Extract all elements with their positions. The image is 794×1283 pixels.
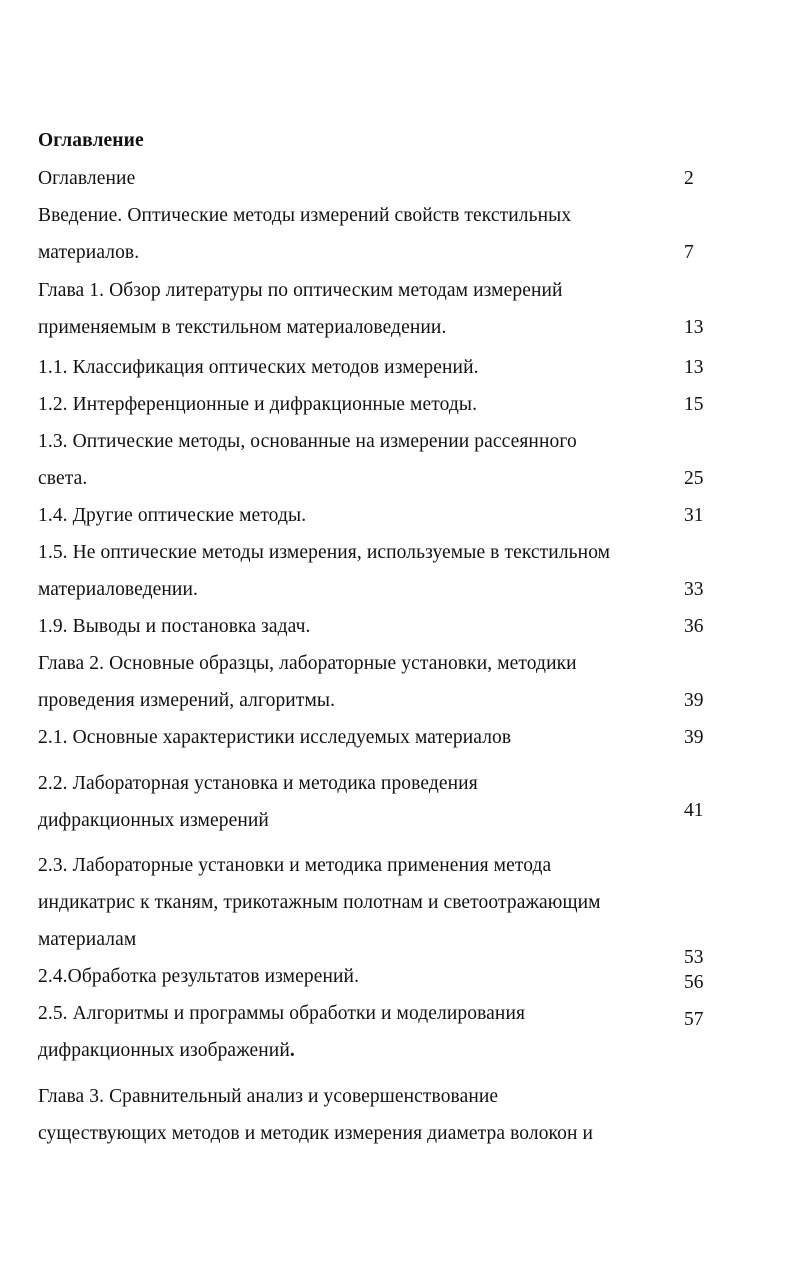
toc-entry-line: Глава 3. Сравнительный анализ и усовершенствование bbox=[38, 1086, 499, 1107]
toc-entry-trailing-period: . bbox=[289, 1040, 295, 1061]
toc-page-number: 2 bbox=[684, 168, 694, 189]
toc-entry-line: Глава 1. Обзор литературы по оптическим методам измерений bbox=[38, 280, 563, 301]
toc-page-number: 13 bbox=[684, 317, 704, 338]
toc-entry-line: Оглавление bbox=[38, 168, 136, 189]
toc-entry-line: 2.3. Лабораторные установки и методика применения метода bbox=[38, 855, 552, 876]
toc-entry-line: света. bbox=[38, 468, 88, 489]
toc-page-number: 7 bbox=[684, 242, 694, 263]
toc-page-number: 36 bbox=[684, 616, 704, 637]
toc-page-number: 13 bbox=[684, 357, 704, 378]
toc-entry-line: существующих методов и методик измерения диаметра волокон и bbox=[38, 1123, 594, 1144]
toc-page-number: 53 bbox=[684, 947, 704, 968]
toc-page-number: 33 bbox=[684, 579, 704, 600]
toc-entry-line: применяемым в текстильном материаловедении. bbox=[38, 317, 447, 338]
toc-entry-line: материалам bbox=[38, 929, 137, 950]
toc-entry-line: 1.4. Другие оптические методы. bbox=[38, 505, 307, 526]
toc-entry-line: материалов. bbox=[38, 242, 140, 263]
toc-entry-text: дифракционных изображений bbox=[38, 1040, 290, 1061]
toc-page-number: 39 bbox=[684, 690, 704, 711]
toc-entry-line: 1.1. Классификация оптических методов измерений. bbox=[38, 357, 479, 378]
toc-entry-line: 1.5. Не оптические методы измерения, используемые в текстильном bbox=[38, 542, 611, 563]
toc-entry-line: Введение. Оптические методы измерений свойств текстильных bbox=[38, 205, 572, 226]
toc-entry-line: проведения измерений, алгоритмы. bbox=[38, 690, 336, 711]
toc-entry-line: 2.2. Лабораторная установка и методика проведения bbox=[38, 773, 478, 794]
toc-entry-line bbox=[38, 1040, 295, 1062]
toc-entry-line: Глава 2. Основные образцы, лабораторные установки, методики bbox=[38, 653, 577, 674]
toc-page-number: 56 bbox=[684, 972, 704, 993]
toc-heading: Оглавление bbox=[38, 130, 144, 151]
toc-page-number: 57 bbox=[684, 1009, 704, 1030]
toc-page-number: 31 bbox=[684, 505, 704, 526]
toc-entry-line: 2.5. Алгоритмы и программы обработки и моделирования bbox=[38, 1003, 526, 1024]
toc-entry-line: 1.9. Выводы и постановка задач. bbox=[38, 616, 311, 637]
toc-entry-line: 2.1. Основные характеристики исследуемых материалов bbox=[38, 727, 512, 748]
toc-entry-line: 2.4.Обработка результатов измерений. bbox=[38, 966, 360, 987]
toc-page-number: 25 bbox=[684, 468, 704, 489]
toc-entry-line: дифракционных измерений bbox=[38, 810, 269, 831]
toc-page-number: 15 bbox=[684, 394, 704, 415]
toc-entry-line: индикатрис к тканям, трикотажным полотнам и светоотражающим bbox=[38, 892, 601, 913]
toc-entry-line: 1.3. Оптические методы, основанные на измерении рассеянного bbox=[38, 431, 577, 452]
toc-page-number: 41 bbox=[684, 800, 704, 821]
toc-page-number: 39 bbox=[684, 727, 704, 748]
toc-entry-line: 1.2. Интерференционные и дифракционные методы. bbox=[38, 394, 478, 415]
toc-entry-line: материаловедении. bbox=[38, 579, 198, 600]
